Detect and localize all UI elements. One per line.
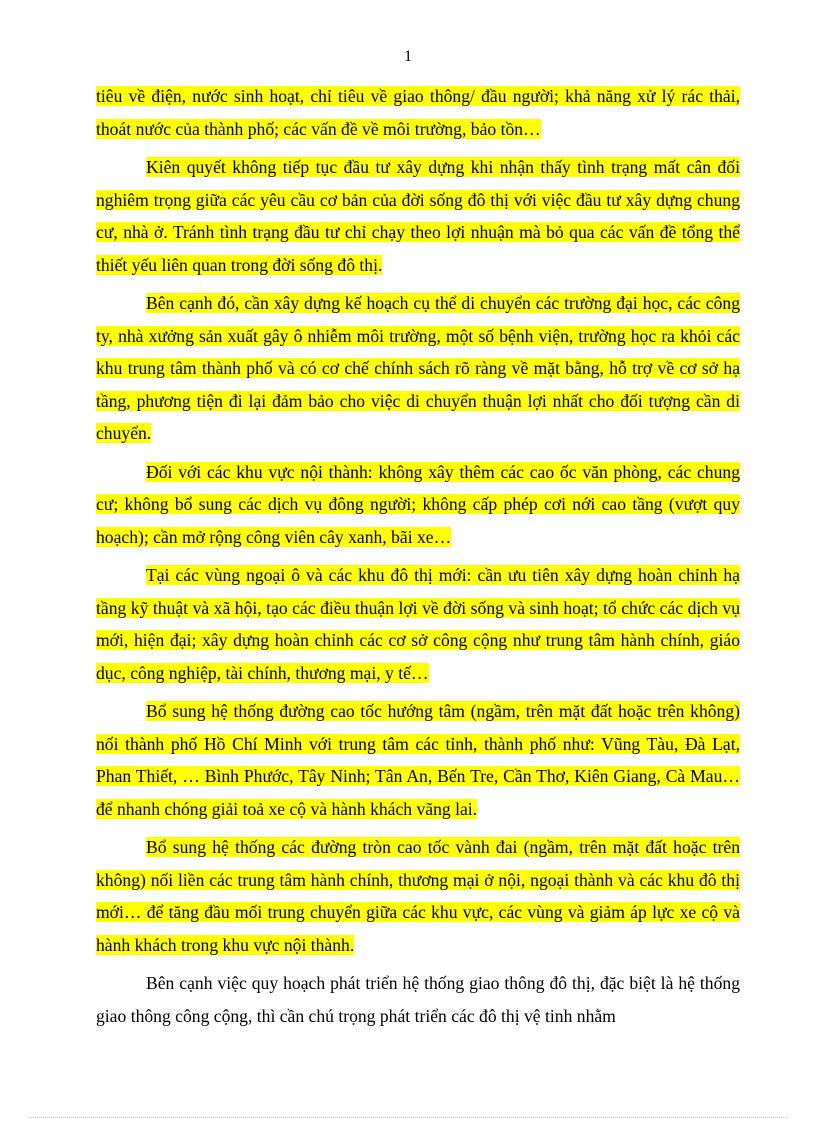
paragraph-text: Kiên quyết không tiếp tục đầu tư xây dựng khi nhận thấy tình trạng mất cân đối nghiêm trọng giữa các yêu cầu cơ bản của đời sống đô thị với việc đầu tư xây dựng chung cư, nhà ở. Tránh tình trạng đầu tư chỉ chạy theo lợi nhuận mà bỏ qua các vấn đề tổng thể thiết yếu liên quan trong đời sống đô thị. xyxy=(96,157,740,275)
paragraph xyxy=(96,80,740,145)
paragraph-text: Đối với các khu vực nội thành: không xây thêm các cao ốc văn phòng, các chung cư; không bổ sung các dịch vụ đông người; không cấp phép cơi nới cao tầng (vượt quy hoạch); cần mở rộng công viên cây xanh, bãi xe… xyxy=(96,461,740,547)
paragraph xyxy=(96,456,740,554)
paragraph-text: tiêu về điện, nước sinh hoạt, chỉ tiêu về giao thông/ đầu người; khả năng xử lý rác thải, thoát nước của thành phố; các vấn đề về môi trường, bảo tồn… xyxy=(96,86,740,139)
page-bottom-divider xyxy=(28,1117,788,1118)
paragraph-text: Tại các vùng ngoại ô và các khu đô thị mới: cần ưu tiên xây dựng hoàn chỉnh hạ tầng kỹ thuật và xã hội, tạo các điều thuận lợi về đời sống và sinh hoạt; tổ chức các dịch vụ mới, hiện đại; xây dựng hoàn chỉnh các cơ sở công cộng như trung tâm hành chính, giáo dục, công nghiệp, tài chính, thương mại, y tế… xyxy=(96,565,740,683)
paragraph xyxy=(96,967,740,1032)
paragraph xyxy=(96,287,740,450)
page-number: 1 xyxy=(404,48,412,65)
document-body xyxy=(96,80,740,1038)
paragraph-text: Bên cạnh đó, cần xây dựng kế hoạch cụ thể di chuyển các trường đại học, các công ty, nhà xưởng sản xuất gây ô nhiễm môi trường, một số bệnh viện, trường học ra khỏi các khu trung tâm thành phố và có cơ chế chính sách rõ ràng về mặt bằng, hỗ trợ về cơ sở hạ tầng, phương tiện đi lại đảm bảo cho việc di chuyển thuận lợi nhất cho đối tượng cần di chuyển. xyxy=(96,293,740,443)
paragraph xyxy=(96,695,740,825)
paragraph-text: Bên cạnh việc quy hoạch phát triển hệ thống giao thông đô thị, đặc biệt là hệ thống giao thông công cộng, thì cần chú trọng phát triển các đô thị vệ tinh nhằm xyxy=(96,973,740,1026)
paragraph xyxy=(96,151,740,281)
paragraph-text: Bổ sung hệ thống đường cao tốc hướng tâm (ngầm, trên mặt đất hoặc trên không) nối thành phố Hồ Chí Minh với trung tâm các tỉnh, thành phố như: Vũng Tàu, Đà Lạt, Phan Thiết, … Bình Phước, Tây Ninh; Tân An, Bến Tre, Cần Thơ, Kiên Giang, Cà Mau… để nhanh chóng giải toả xe cộ và hành khách vãng lai. xyxy=(96,701,740,819)
paragraph xyxy=(96,831,740,961)
paragraph-text: Bổ sung hệ thống các đường tròn cao tốc vành đai (ngầm, trên mặt đất hoặc trên không) nối liền các trung tâm hành chính, thương mại ở nội, ngoại thành và các khu đô thị mới… để tăng đầu mối trung chuyển giữa các khu vực, các vùng và giảm áp lực xe cộ và hành khách trong khu vực nội thành. xyxy=(96,837,740,955)
paragraph xyxy=(96,559,740,689)
